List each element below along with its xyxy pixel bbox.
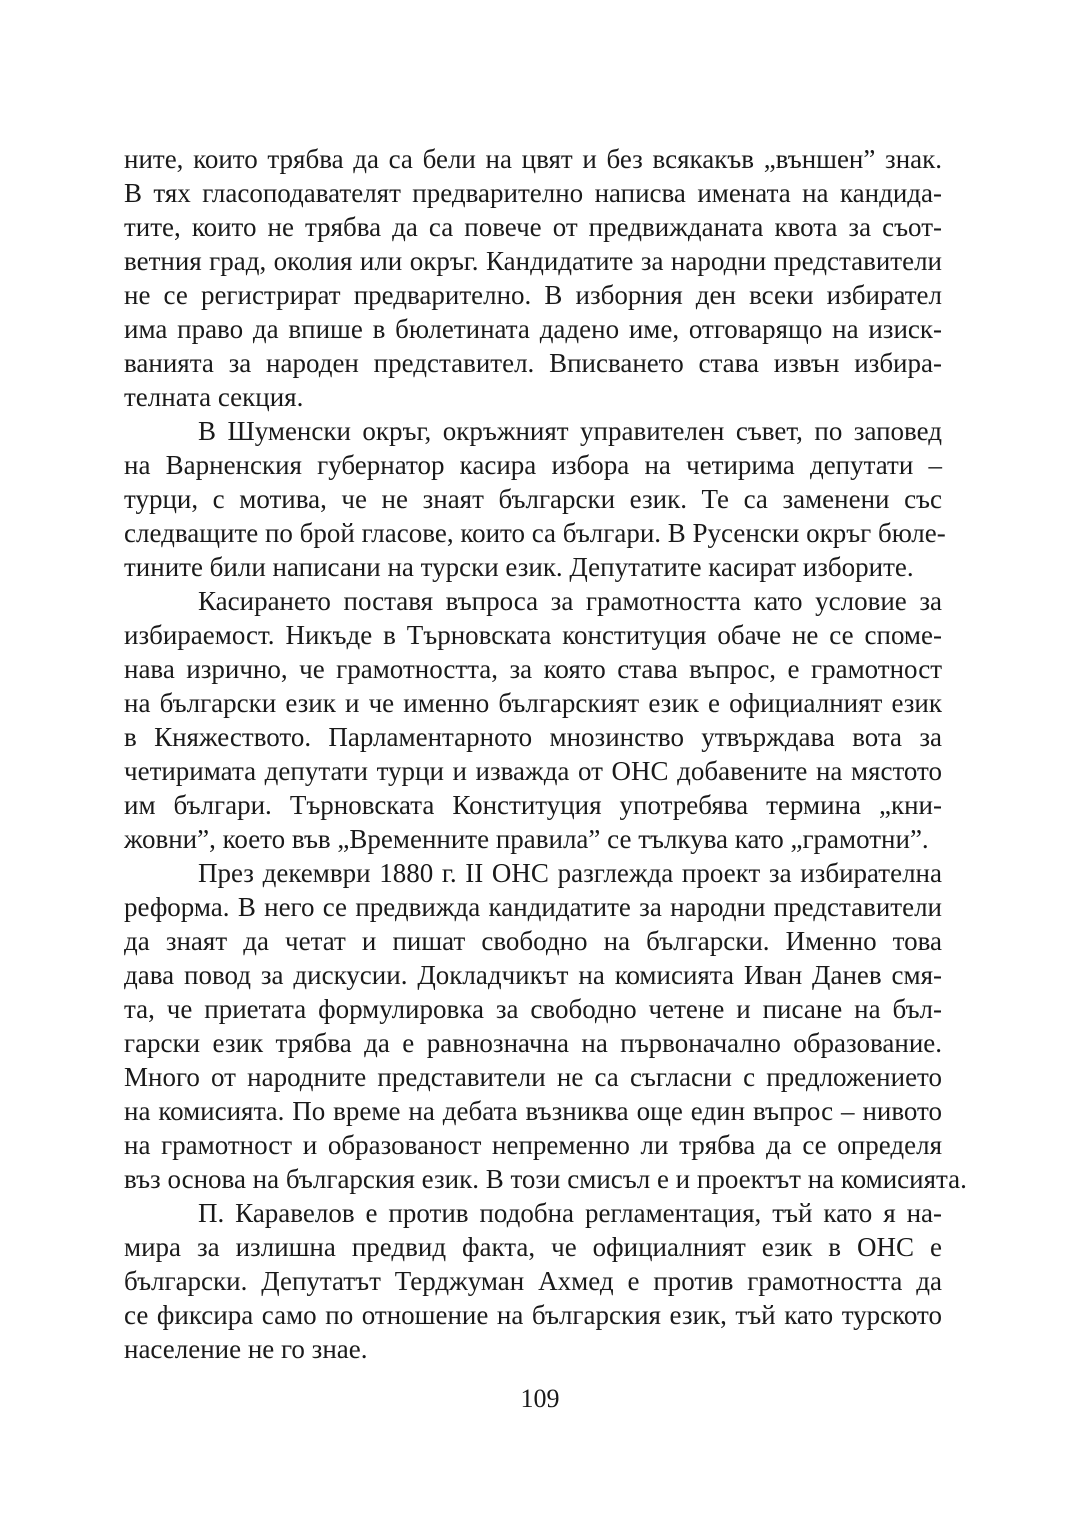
text-line: В тях гласоподавателят предварително написва имената на кандида-: [124, 178, 942, 208]
text-line: турци, с мотива, че не знаят български език. Те са заменени със: [124, 484, 942, 514]
text-line: се фиксира само по отношение на българския език, тъй като турското: [124, 1300, 942, 1330]
text-line: въз основа на българския език. В този смисъл е и проектът на комисията.: [124, 1164, 967, 1194]
text-line: не се регистрират предварително. В изборния ден всеки избирател: [124, 280, 942, 310]
text-line: има право да впише в бюлетината дадено име, отговарящо на изиск-: [124, 314, 942, 344]
paragraph-first-line: В Шуменски окръг, окръжният управителен съвет, по заповед: [198, 416, 942, 446]
text-line: мира за излишна предвид факта, че официалният език в ОНС е: [124, 1232, 942, 1262]
text-line: избираемост. Никъде в Търновската конституция обаче не се споме-: [124, 620, 942, 650]
paragraph-first-line: Касирането поставя въпроса за грамотността като условие за: [198, 586, 942, 616]
paragraph-first-line: През декември 1880 г. II ОНС разглежда проект за избирателна: [198, 858, 942, 888]
text-line: та, че приетата формулировка за свободно четене и писане на бъл-: [124, 994, 942, 1024]
text-line: на грамотност и образованост непременно ли трябва да се определя: [124, 1130, 942, 1160]
text-line: им българи. Търновската Конституция употребява термина „кни-: [124, 790, 942, 820]
paragraph-first-line: П. Каравелов е против подобна регламентация, тъй като я на-: [198, 1198, 942, 1228]
text-line: население не го знае.: [124, 1334, 368, 1364]
body-text: [124, 142, 967, 1366]
text-line: ните, които трябва да са бели на цвят и без всякакъв „външен” знак.: [124, 144, 942, 174]
text-line: на комисията. По време на дебата възниква още един въпрос – нивото: [124, 1096, 942, 1126]
text-line: реформа. В него се предвижда кандидатите за народни представители: [124, 892, 942, 922]
text-line: гарски език трябва да е равнозначна на първоначално образование.: [124, 1028, 942, 1058]
text-line: телната секция.: [124, 382, 304, 412]
text-line: тините били написани на турски език. Депутатите касират изборите.: [124, 552, 914, 582]
text-line: нава изрично, че грамотността, за която става въпрос, е грамотност: [124, 654, 942, 684]
text-line: да знаят да четат и пишат свободно на български. Именно това: [124, 926, 942, 956]
text-line: четиримата депутати турци и изважда от ОНС добавените на мястото: [124, 756, 942, 786]
text-line: жовни”, което във „Временните правила” се тълкува като „грамотни”.: [124, 824, 929, 854]
text-line: дава повод за дискусии. Докладчикът на комисията Иван Данев смя-: [124, 960, 942, 990]
text-line: в Княжеството. Парламентарното мнозинство утвърждава вота за: [124, 722, 942, 752]
text-line: Много от народните представители не са съгласни с предложението: [124, 1062, 942, 1092]
text-line: ванията за народен представител. Вписването става извън избира-: [124, 348, 942, 378]
text-line: на български език и че именно българският език е официалният език: [124, 688, 942, 718]
text-line: български. Депутатът Терджуман Ахмед е против грамотността да: [124, 1266, 942, 1296]
text-line: следващите по брой гласове, които са българи. В Русенски окръг бюле-: [124, 518, 946, 548]
text-line: на Варненския губернатор касира избора на четирима депутати –: [124, 450, 942, 480]
text-line: ветния град, околия или окръг. Кандидатите за народни представители: [124, 246, 942, 276]
text-line: тите, които не трябва да са повече от предвижданата квота за съот-: [124, 212, 942, 242]
page-number: 109: [520, 1384, 560, 1413]
